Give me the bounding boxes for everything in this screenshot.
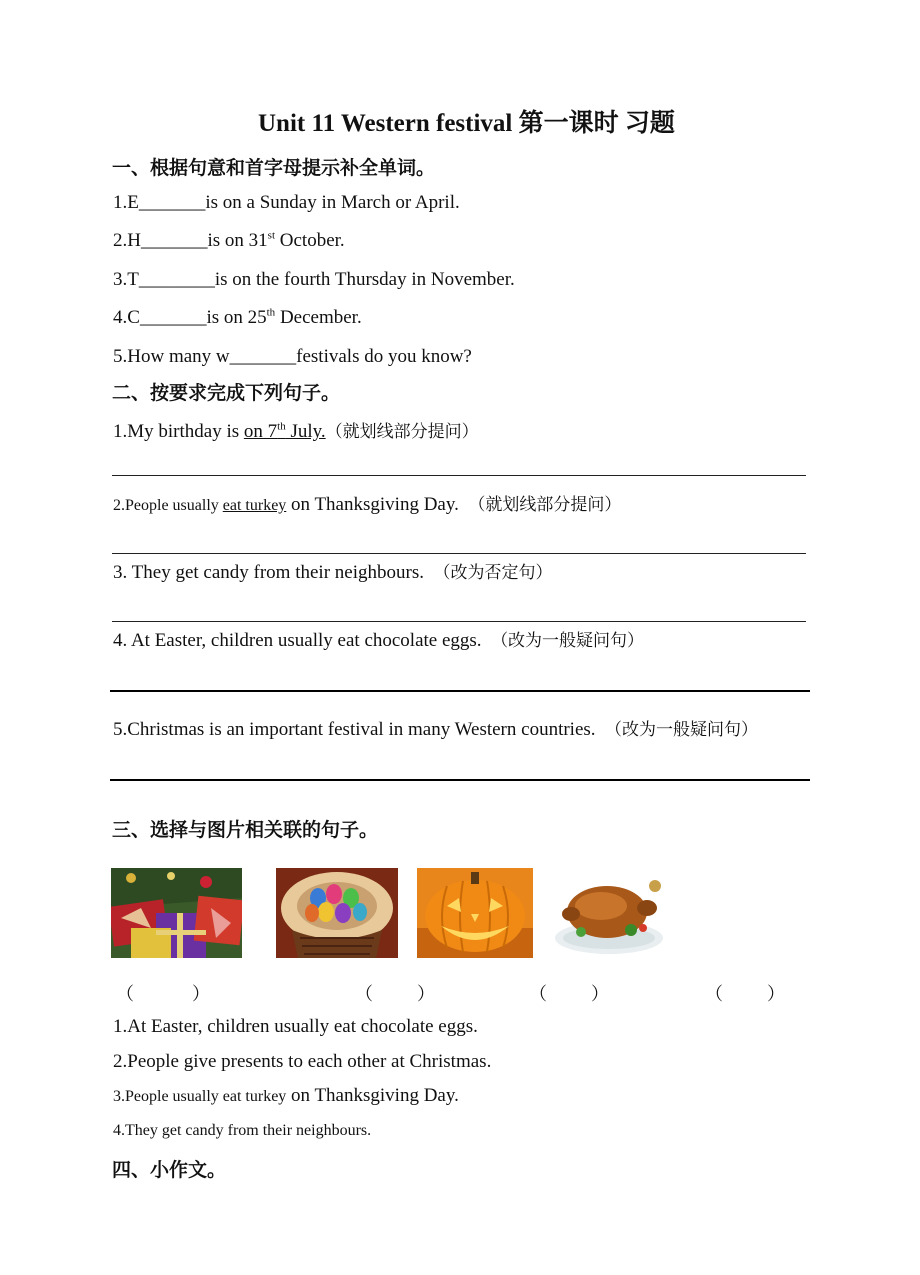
fill-item-2: 2.H_______is on 31st October. — [113, 229, 345, 251]
roast-turkey-photo — [551, 868, 663, 958]
rewrite-question-2: 2.People usually eat turkey on Thanksgiving Day. （就划线部分提问） — [113, 494, 622, 515]
easter-eggs-basket-photo — [276, 868, 398, 958]
match-sentence-3: 3.People usually eat turkey on Thanksgiving Day. — [113, 1085, 459, 1106]
section2-heading: 二、按要求完成下列句子。 — [112, 382, 341, 404]
answer-line-5[interactable] — [110, 779, 810, 781]
match-sentence-1: 1.At Easter, children usually eat chocolate eggs. — [113, 1016, 478, 1037]
christmas-presents-photo — [111, 868, 242, 958]
rewrite-question-3: 3. They get candy from their neighbours. （改为否定句） — [113, 562, 553, 583]
fill-item-4: 4.C_______is on 25th December. — [113, 306, 362, 328]
fill-item-3: 3.T________is on the fourth Thursday in November. — [113, 269, 515, 290]
answer-line-1[interactable] — [112, 475, 806, 476]
answer-paren-2[interactable]: （ ） — [355, 984, 435, 1005]
fill-item-5: 5.How many w_______festivals do you know? — [113, 346, 472, 367]
page-title: Unit 11 Western festival 第一课时 习题 — [258, 110, 675, 137]
answer-line-3[interactable] — [112, 621, 806, 622]
answer-line-2[interactable] — [112, 553, 806, 554]
answer-line-4[interactable] — [110, 690, 810, 692]
match-sentence-4: 4.They get candy from their neighbours. — [113, 1122, 372, 1139]
section4-heading: 四、小作文。 — [112, 1159, 227, 1181]
section1-heading: 一、根据句意和首字母提示补全单词。 — [112, 157, 436, 179]
answer-paren-3[interactable]: （ ） — [529, 984, 609, 1005]
section3-heading: 三、选择与图片相关联的句子。 — [112, 819, 379, 841]
match-sentence-2: 2.People give presents to each other at Christmas. — [113, 1051, 492, 1072]
answer-paren-1[interactable]: （ ） — [116, 984, 210, 1005]
halloween-pumpkin-photo — [417, 868, 533, 958]
rewrite-question-4: 4. At Easter, children usually eat chocolate eggs. （改为一般疑问句） — [113, 630, 645, 651]
fill-item-1: 1.E_______is on a Sunday in March or April. — [113, 192, 460, 213]
rewrite-question-5: 5.Christmas is an important festival in many Western countries. （改为一般疑问句） — [113, 719, 759, 740]
answer-paren-4[interactable]: （ ） — [705, 984, 785, 1005]
rewrite-question-1: 1.My birthday is on 7th July.（就划线部分提问） — [113, 420, 479, 442]
